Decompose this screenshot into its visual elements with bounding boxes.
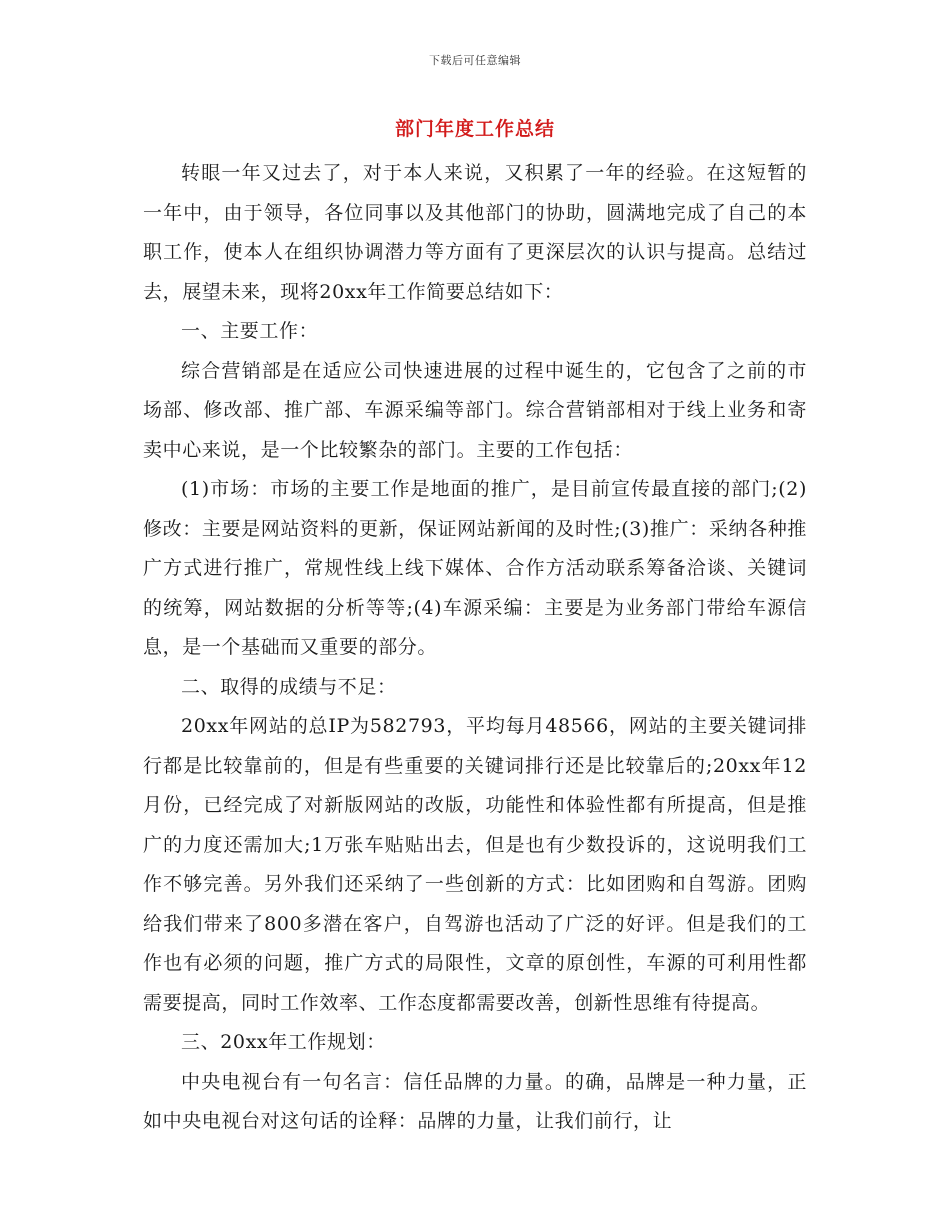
intro-paragraph: 转眼一年又过去了，对于本人来说，又积累了一年的经验。在这短暂的一年中，由于领导，各位同事以及其他部门的协助，圆满地完成了自己的本职工作，使本人在组织协调潜力等方面有了更深层次的认识与提高。总结过去，展望未来，现将20xx年工作简要总结如下：: [143, 162, 807, 303]
achievements-paragraph: 20xx年网站的总IP为582793，平均每月48566，网站的主要关键词排行都是比较靠前的，但是有些重要的关键词排行还是比较靠后的;20xx年12月份，已经完成了对新版网站的改版，功能性和体验性都有所提高，但是推广的力度还需加大;1万张车贴贴出去，但是也有少数投诉的，这说明我们工作不够完善。另外我们还采纳了一些创新的方式：比如团购和自驾游。团购给我们带来了800多潜在客户，自驾游也活动了广泛的好评。但是我们的工作也有必须的问题，推广方式的局限性，文章的原创性，车源的可利用性都需要提高，同时工作效率、工作态度都需要改善，创新性思维有待提高。: [143, 715, 807, 1014]
section-heading-main-work: 一、主要工作：: [181, 320, 319, 342]
plan-paragraph: 中央电视台有一句名言：信任品牌的力量。的确，品牌是一种力量，正如中央电视台对这句话的诠释：品牌的力量，让我们前行，让: [143, 1070, 807, 1132]
document-title: 部门年度工作总结: [394, 118, 555, 140]
work-items-paragraph: (1)市场：市场的主要工作是地面的推广，是目前宣传最直接的部门;(2)修改：主要是网站资料的更新，保证网站新闻的及时性;(3)推广：采纳各种推广方式进行推广，常规性线上线下媒体、合作方活动联系筹备洽谈、关键词的统筹，网站数据的分析等等;(4)车源采编：主要是为业务部门带给车源信息，是一个基础而又重要的部分。: [143, 478, 807, 658]
document-body: [143, 154, 807, 1142]
section-heading-plan: 三、20xx年工作规划：: [181, 1031, 386, 1053]
department-overview-paragraph: 综合营销部是在适应公司快速进展的过程中诞生的，它包含了之前的市场部、修改部、推广部、车源采编等部门。综合营销部相对于线上业务和寄卖中心来说，是一个比较繁杂的部门。主要的工作包括：: [143, 359, 807, 461]
header-note: 下载后可任意编辑: [429, 54, 521, 67]
section-heading-achievements: 二、取得的成绩与不足：: [181, 675, 397, 698]
